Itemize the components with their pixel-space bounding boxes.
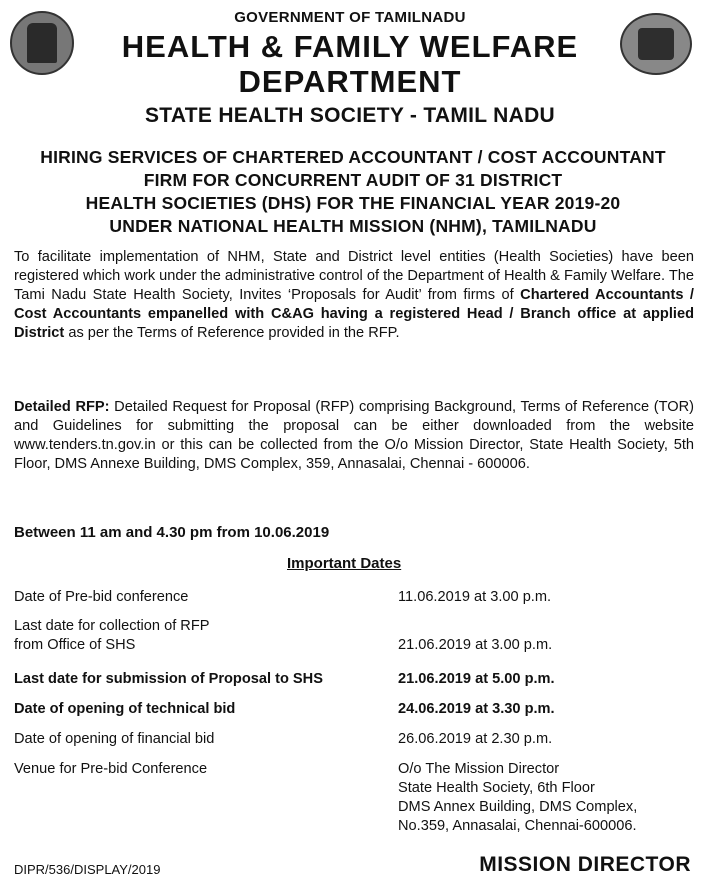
date-value: 21.06.2019 at 5.00 p.m. xyxy=(398,671,555,687)
title-line: FIRM FOR CONCURRENT AUDIT OF 31 DISTRICT xyxy=(143,170,563,190)
date-label: Date of opening of financial bid xyxy=(14,731,215,747)
date-label: Last date for submission of Proposal to SHS xyxy=(14,671,323,687)
venue-line: DMS Annex Building, DMS Complex, xyxy=(398,799,638,815)
rfp-paragraph xyxy=(14,398,694,474)
venue-value xyxy=(398,760,705,836)
department-heading: HEALTH & FAMILY WELFARE xyxy=(121,29,579,64)
date-label: Last date for collection of RFP xyxy=(14,618,210,634)
venue-line: O/o The Mission Director xyxy=(398,761,560,777)
health-society-emblem-icon xyxy=(620,13,692,75)
tamilnadu-emblem-icon xyxy=(10,11,74,75)
venue-label: Venue for Pre-bid Conference xyxy=(14,761,208,777)
notice-title xyxy=(14,146,692,238)
date-label: Date of opening of technical bid xyxy=(14,701,236,717)
signatory: MISSION DIRECTOR xyxy=(479,853,691,876)
intro-paragraph xyxy=(14,248,694,343)
collection-time: Between 11 am and 4.30 pm from 10.06.2019 xyxy=(14,524,330,541)
title-line: HEALTH SOCIETIES (DHS) FOR THE FINANCIAL YEAR 2019-20 xyxy=(85,193,621,213)
date-value: 11.06.2019 at 3.00 p.m. xyxy=(398,589,552,605)
date-label: Date of Pre-bid conference xyxy=(14,589,189,605)
intro-text-end: as per the Terms of Reference provided in the RFP. xyxy=(64,325,400,341)
title-line: HIRING SERVICES OF CHARTERED ACCOUNTANT / COST ACCOUNTANT xyxy=(40,147,666,167)
important-dates-heading: Important Dates xyxy=(287,555,402,572)
date-value: 21.06.2019 at 3.00 p.m. xyxy=(398,637,553,653)
intro-bold-text: Chartered Accountants / Cost Accountants empanelled with C&AG having a registered Head / Branch office at applied District xyxy=(14,287,694,341)
date-value: 24.06.2019 at 3.30 p.m. xyxy=(398,701,555,717)
intro-text: To facilitate implementation of NHM, State and District level entities (Health Societies) have been registered which work under the administrative control of the Department of Health & Family Welfare. The Tami Nadu State Health Society, Invites ‘Proposals for Audit’ from firms of xyxy=(14,249,694,303)
society-heading: STATE HEALTH SOCIETY - TAMIL NADU xyxy=(144,104,556,127)
department-heading-2: DEPARTMENT xyxy=(238,64,462,99)
rfp-label: Detailed RFP: xyxy=(14,399,110,415)
title-line: UNDER NATIONAL HEALTH MISSION (NHM), TAMILNADU xyxy=(109,216,597,236)
rfp-text: Detailed Request for Proposal (RFP) comprising Background, Terms of Reference (TOR) and Guidelines for submitting the proposal can be either downloaded from the website www.tenders.tn.gov.in or this can be collected from the O/o Mission Director, State Health Society, 5th Floor, DMS Annexe Building, DMS Complex, 359, Annasalai, Chennai - 600006. xyxy=(14,399,695,472)
venue-line: No.359, Annasalai, Chennai-600006. xyxy=(398,818,637,834)
venue-line: State Health Society, 6th Floor xyxy=(398,780,595,796)
date-value: 26.06.2019 at 2.30 p.m. xyxy=(398,731,553,747)
dipr-reference: DIPR/536/DISPLAY/2019 xyxy=(14,862,161,877)
date-label-2: from Office of SHS xyxy=(14,637,136,653)
government-heading: GOVERNMENT OF TAMILNADU xyxy=(234,9,466,26)
